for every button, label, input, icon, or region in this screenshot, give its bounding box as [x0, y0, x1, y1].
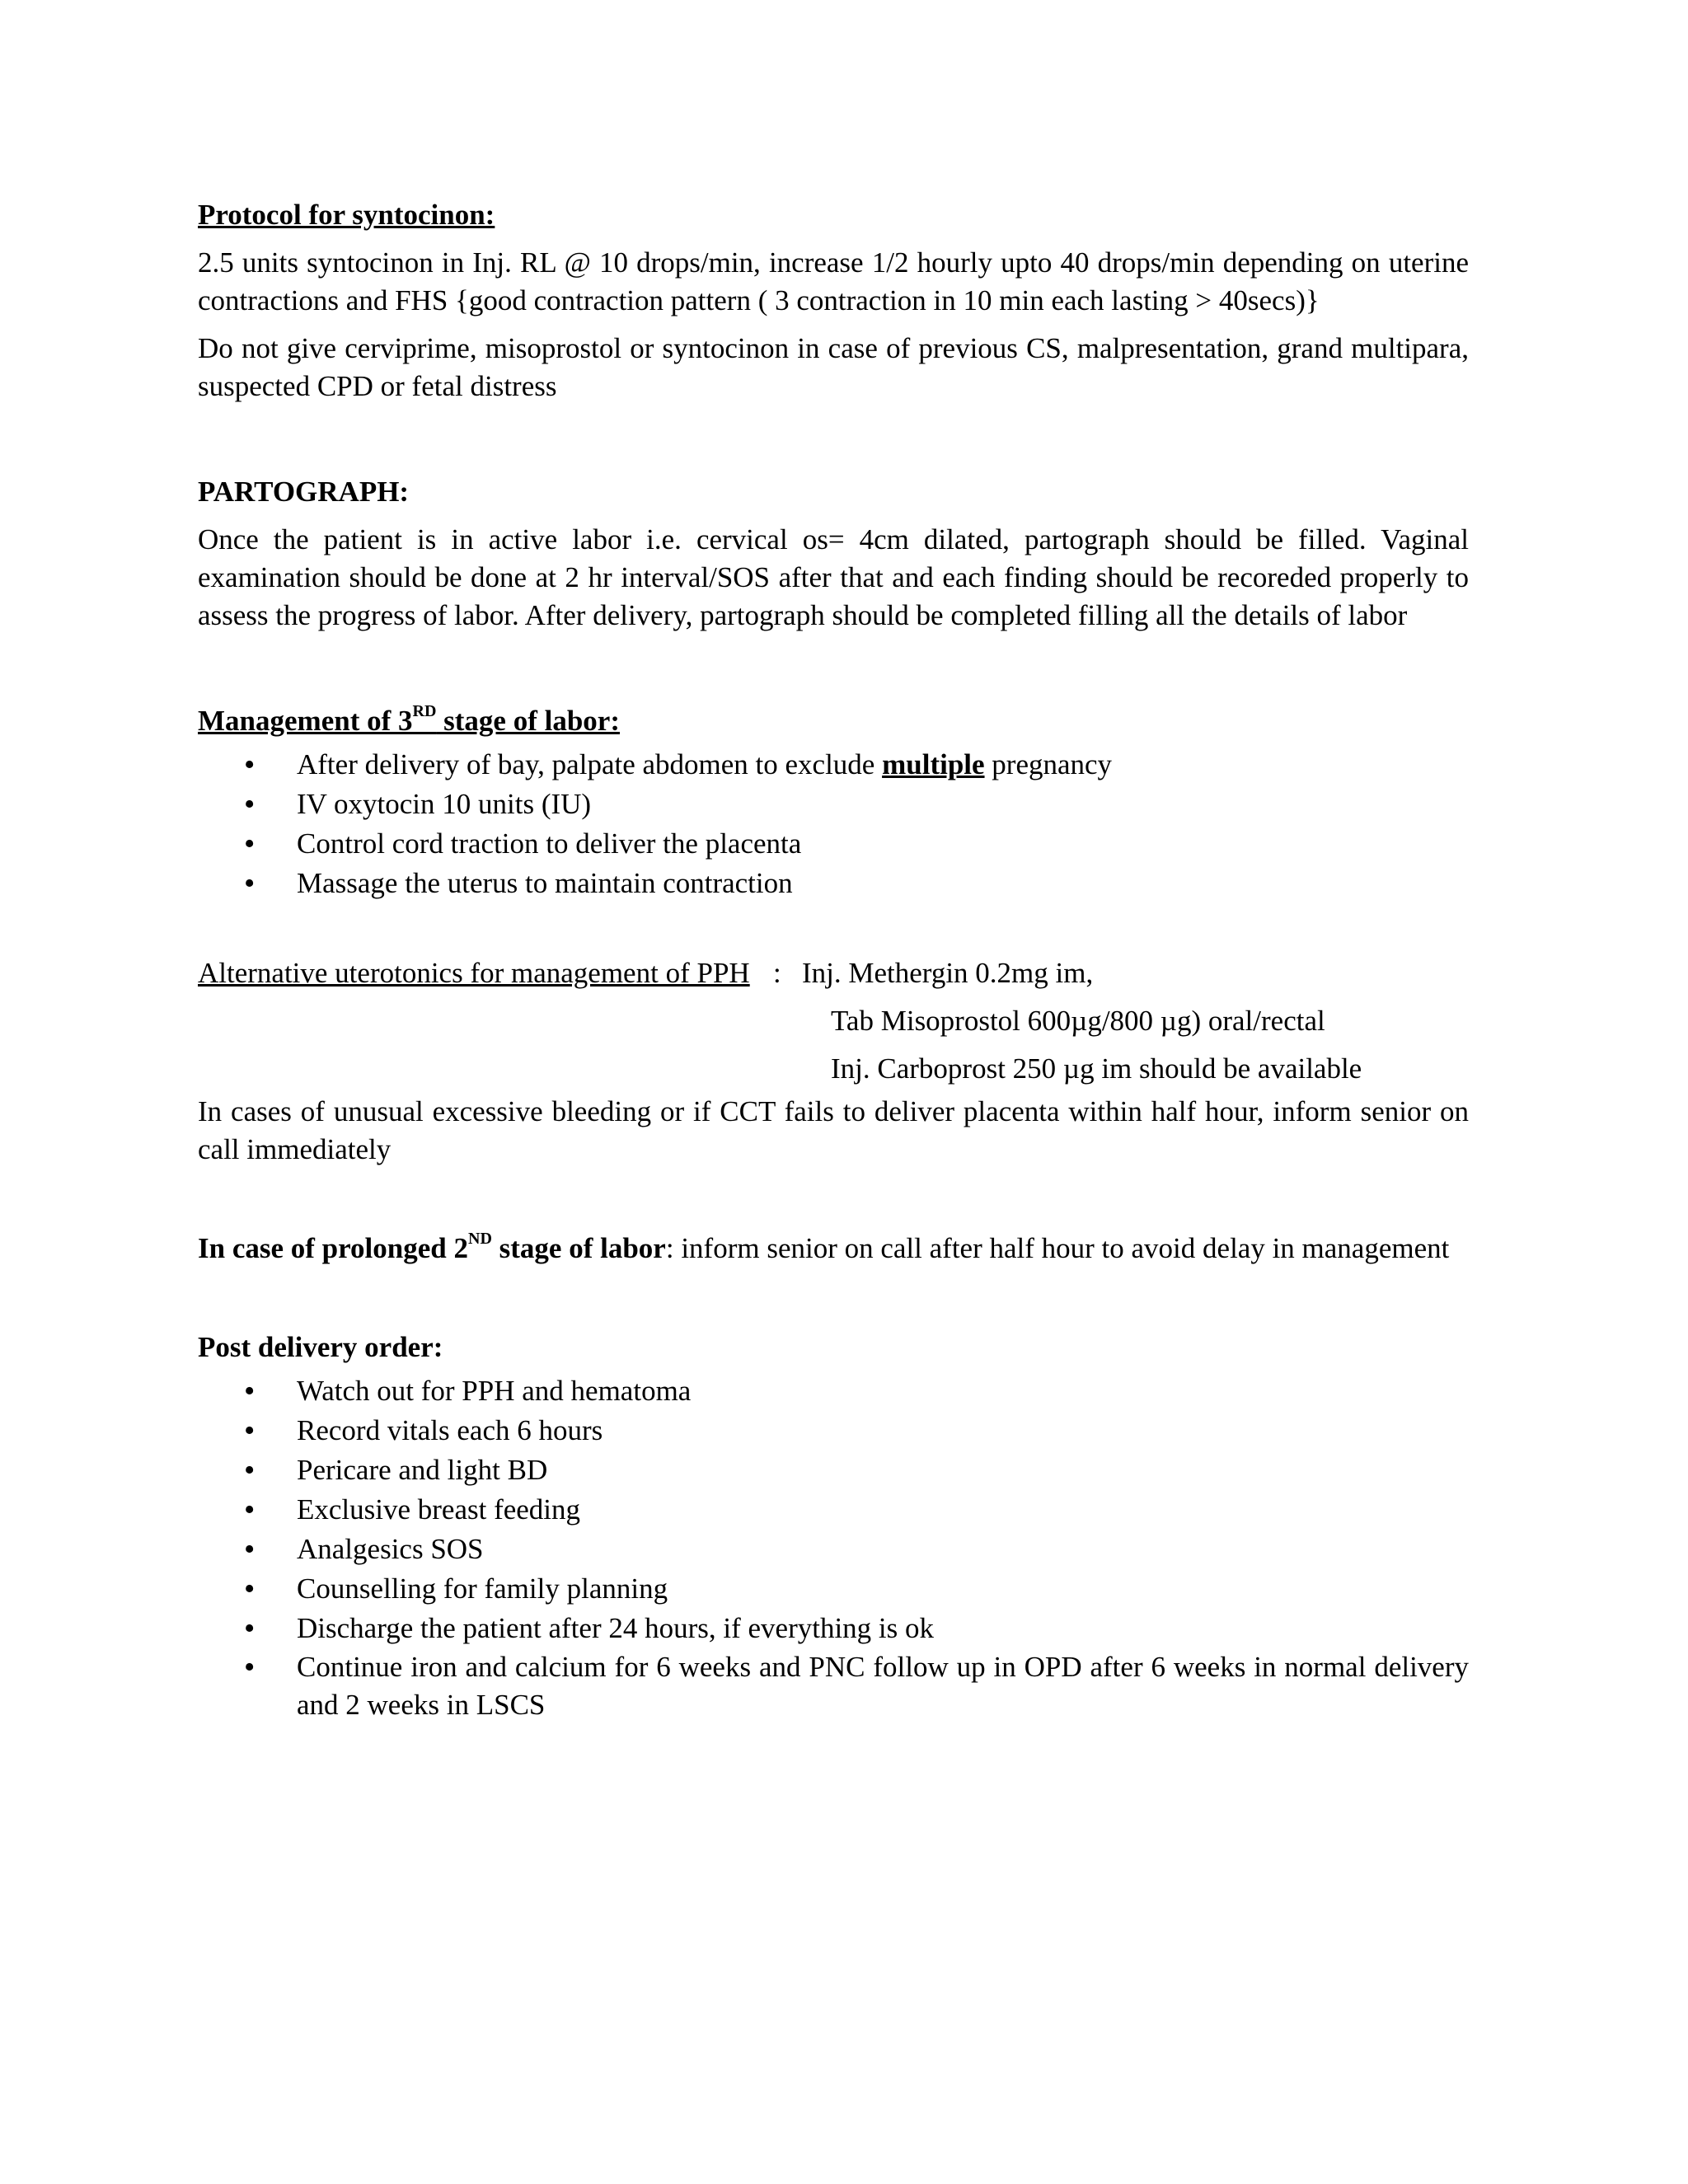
partograph-heading: PARTOGRAPH:	[198, 476, 410, 508]
list-item: • Record vitals each 6 hours	[198, 1411, 1469, 1451]
document-page	[198, 196, 1469, 1724]
second-stage-paragraph	[198, 1230, 1469, 1268]
post-delivery-heading: Post delivery order:	[198, 1331, 443, 1363]
list-item: • IV oxytocin 10 units (IU)	[198, 785, 1469, 824]
pph-drug-1: Inj. Methergin 0.2mg im,	[802, 957, 1094, 989]
post-delivery-list	[198, 1371, 1469, 1724]
pph-colon: :	[773, 957, 781, 989]
pph-note: In cases of unusual excessive bleeding or if CCT fails to deliver placenta within half hour, inform senior on call immediately	[198, 1095, 1469, 1165]
partograph-paragraph: Once the patient is in active labor i.e. cervical os= 4cm dilated, partograph should be filled. Vaginal examination should be done at 2 hr interval/SOS after that and each finding should be recoreded properly to assess the progress of labor. After delivery, partograph should be completed filling all the details of labor	[198, 523, 1469, 631]
spacer	[198, 903, 1469, 954]
second-stage-text: : inform senior on call after half hour to avoid delay in management	[665, 1232, 1450, 1264]
third-stage-heading	[198, 702, 1469, 740]
list-item: • Control cord traction to deliver the placenta	[198, 824, 1469, 864]
list-item: • Pericare and light BD	[198, 1451, 1469, 1490]
pph-row-3	[198, 1050, 1469, 1093]
list-item: • Analgesics SOS	[198, 1530, 1469, 1569]
pph-row-2	[198, 1002, 1469, 1050]
pph-row-1	[198, 954, 1469, 1002]
spacer	[198, 1179, 1469, 1230]
list-item: • Discharge the patient after 24 hours, if everything is ok	[198, 1609, 1469, 1648]
syntocinon-heading: Protocol for syntocinon:	[198, 199, 495, 231]
third-stage-heading-post: stage of labor:	[436, 705, 621, 737]
list-item: • Counselling for family planning	[198, 1569, 1469, 1609]
second-stage-bold-pre: In case of prolonged 2	[198, 1232, 468, 1264]
list-item	[198, 745, 1469, 785]
list-item: • Exclusive breast feeding	[198, 1490, 1469, 1530]
third-stage-item-1-pre: After delivery of bay, palpate abdomen to exclude	[297, 748, 883, 780]
spacer	[198, 1277, 1469, 1329]
spacer	[198, 644, 1469, 702]
syntocinon-paragraph-2: Do not give cerviprime, misoprostol or syntocinon in case of previous CS, malpresentation, grand multipara, suspected CPD or fetal distress	[198, 332, 1469, 402]
list-item: • Continue iron and calcium for 6 weeks and PNC follow up in OPD after 6 weeks in normal delivery and 2 weeks in LSCS	[198, 1648, 1469, 1724]
third-stage-heading-sup: RD	[412, 702, 437, 721]
second-stage-sup: ND	[468, 1230, 492, 1249]
list-item: • Watch out for PPH and hematoma	[198, 1371, 1469, 1411]
second-stage-bold-post: stage of labor	[491, 1232, 666, 1264]
list-item: • Massage the uterus to maintain contraction	[198, 864, 1469, 903]
third-stage-item-1-post: pregnancy	[984, 748, 1113, 780]
syntocinon-paragraph-1: 2.5 units syntocinon in Inj. RL @ 10 drops/min, increase 1/2 hourly upto 40 drops/min depending on uterine contractions and FHS {good contraction pattern ( 3 contraction in 10 min each lasting > 40secs)}	[198, 246, 1469, 316]
pph-label: Alternative uterotonics for management of PPH	[198, 957, 750, 989]
pph-drug-3: Inj. Carboprost 250 µg im should be available	[831, 1052, 1362, 1085]
pph-drug-2: Tab Misoprostol 600µg/800 µg) oral/rectal	[831, 1005, 1325, 1037]
third-stage-item-1-emphasis: multiple	[882, 748, 985, 780]
third-stage-list	[198, 745, 1469, 903]
third-stage-heading-pre: Management of 3	[198, 705, 413, 737]
spacer	[198, 415, 1469, 473]
